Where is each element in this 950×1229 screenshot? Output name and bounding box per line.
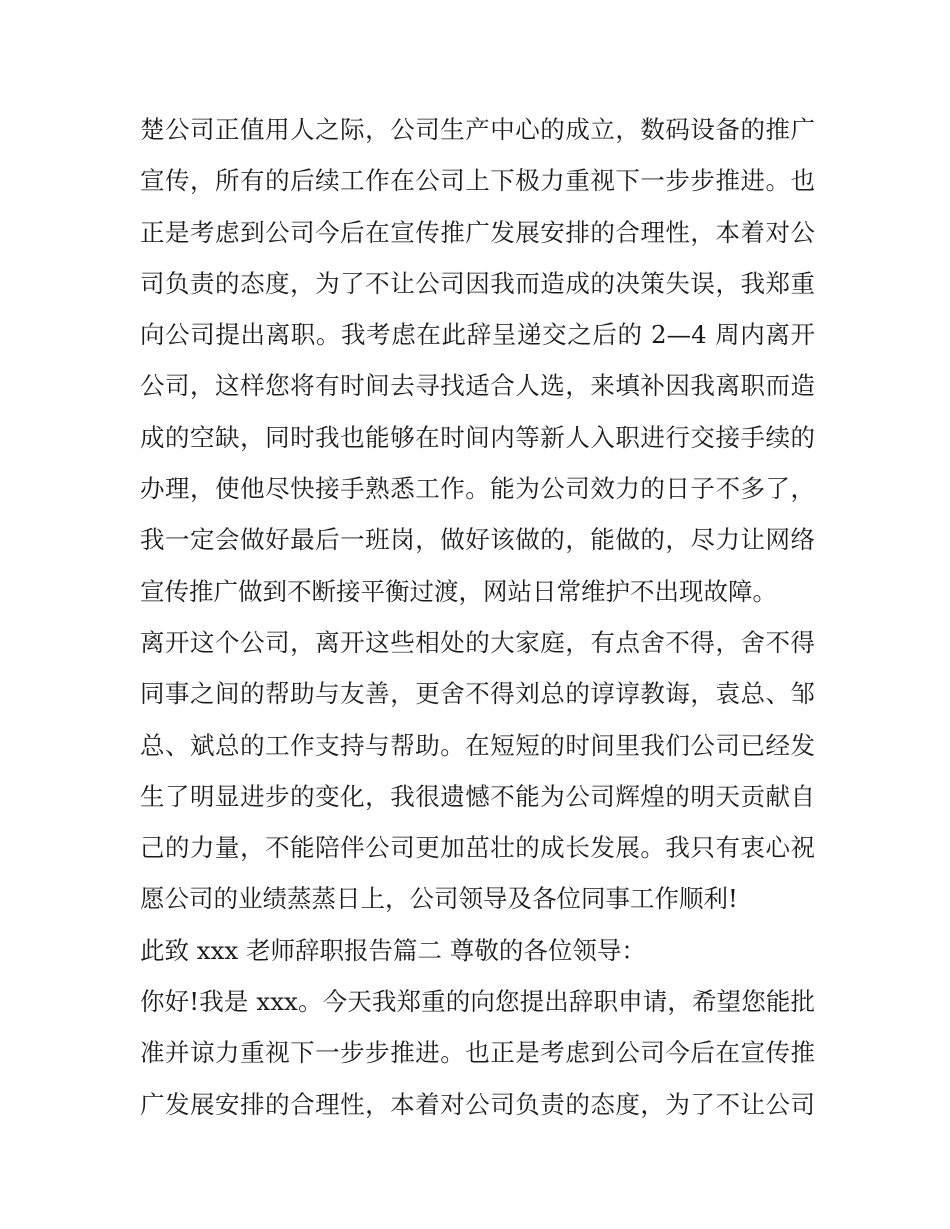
text-line: 楚公司正值用人之际，公司生产中心的成立，数码设备的推广 xyxy=(140,115,815,144)
text-line: 司负责的态度，为了不让公司因我而造成的决策失误，我郑重 xyxy=(140,268,815,298)
text-line: 公司，这样您将有时间去寻找适合人选，来填补因我离职而造 xyxy=(140,371,815,401)
text-line: 成的空缺，同时我也能够在时间内等新人入职进行交接手续的 xyxy=(140,422,815,452)
text-line: 准并谅力重视下一步步推进。也正是考虑到公司今后在宣传推 xyxy=(140,1038,815,1068)
text-line: 办理，使他尽快接手熟悉工作。能为公司效力的日子不多了， xyxy=(140,474,815,504)
text-line: 宣传，所有的后续工作在公司上下极力重视下一步步推进。也 xyxy=(140,166,815,196)
text-line: 我一定会做好最后一班岗，做好该做的，能做的，尽力让网络 xyxy=(140,525,815,555)
text-line: 愿公司的业绩蒸蒸日上，公司领导及各位同事工作顺利! xyxy=(140,884,738,914)
text-line: 此致 xxx 老师辞职报告篇二 尊敬的各位领导： xyxy=(140,935,646,965)
text-line: 正是考虑到公司今后在宣传推广发展安排的合理性，本着对公 xyxy=(140,217,815,247)
text-line: 离开这个公司，离开这些相处的大家庭，有点舍不得，舍不得 xyxy=(140,627,815,657)
text-line: 向公司提出离职。我考虑在此辞呈递交之后的 2—4 周内离开 xyxy=(140,320,815,350)
text-line: 总、斌总的工作支持与帮助。在短短的时间里我们公司已经发 xyxy=(140,730,815,760)
text-line: 己的力量，不能陪伴公司更加茁壮的成长发展。我只有衷心祝 xyxy=(140,833,815,863)
document-body xyxy=(140,104,815,1130)
text-line: 你好!我是 xxx。今天我郑重的向您提出辞职申请，希望您能批 xyxy=(140,987,815,1017)
text-line: 生了明显进步的变化，我很遗憾不能为公司辉煌的明天贡献自 xyxy=(140,781,815,811)
text-line: 同事之间的帮助与友善，更舍不得刘总的谆谆教诲，袁总、邹 xyxy=(140,679,815,709)
text-line: 广发展安排的合理性，本着对公司负责的态度，为了不让公司 xyxy=(140,1089,815,1119)
text-line: 宣传推广做到不断接平衡过渡，网站日常维护不出现故障。 xyxy=(140,576,777,606)
